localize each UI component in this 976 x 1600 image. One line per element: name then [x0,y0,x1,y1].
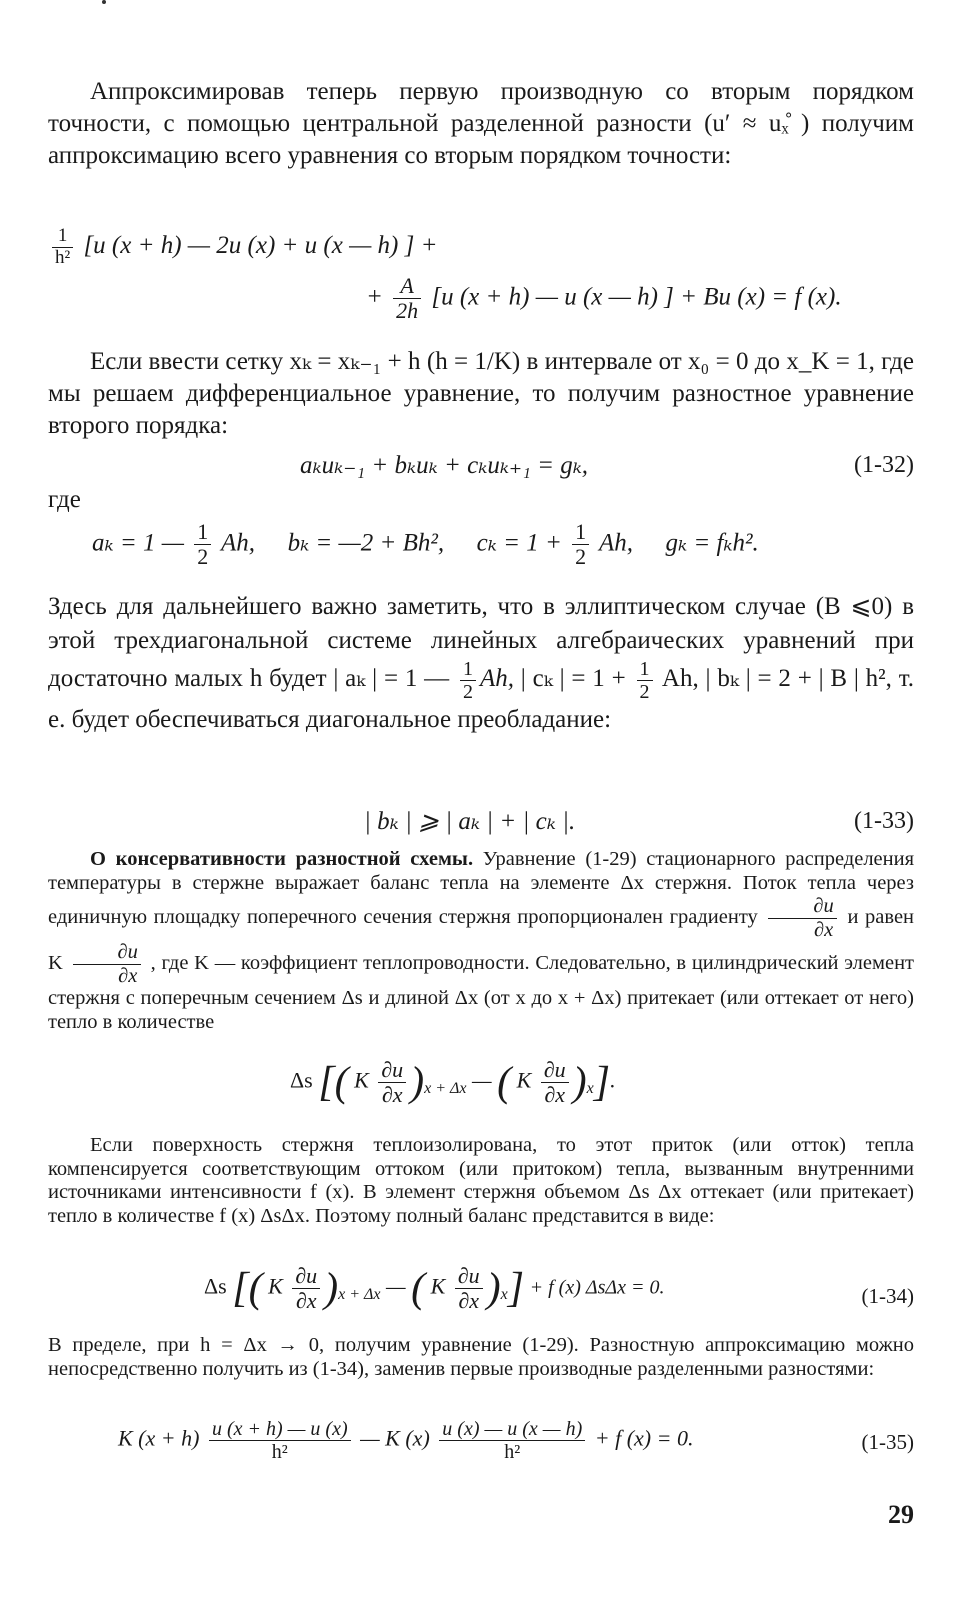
fraction-numerator: A [393,274,421,299]
paragraph-diagonal-dominance [48,590,914,737]
delta-s: Δs [204,1273,227,1299]
fraction-numerator: u (x) — u (x — h) [439,1418,585,1441]
text-segment: | cₖ | = 1 + [520,665,626,693]
equation-1-32: aₖuₖ₋₁ + bₖuₖ + cₖuₖ₊₁ = gₖ, [300,452,589,479]
fraction-denominator: 2 [575,544,587,570]
section-title: О консервативности разностной схемы. [90,848,474,870]
paragraph-limit: В пределе, при h = Δx → 0, получим уравнение (1-29). Разностную аппроксимацию можно непосредственно получить из (1-34), заменив первые производные разделенными разностями: [48,1334,914,1380]
equation-1-34: Δs [( K $\frac{\partial u}{\partial x}$ )$_{x + \Delta x}$ — ( K $\frac{\partial u}{\partial x}$ )$_x] + f$ (x) ΔsΔx = 0. [204,1263,665,1314]
equation-number-1-34: (1-34) [861,1284,914,1308]
coef-g: gₖ = fₖh². [665,529,759,557]
text-segment: , где K — коэффициент теплопроводности. Следовательно, в цилиндрический элемент стержня с поперечным сечением Δs и длиной Δx (от x до x + Δx) притекает (или оттекает от него) тепло в количестве [48,951,915,1033]
equation-number-1-33: (1-33) [854,808,914,834]
equation-heat-flux: Δs [( K $\frac{\partial u}{\partial x}$ )$_{x + \Delta x}$ — ( K $\frac{\partial u}{\partial x}$ )$_x$]. [290,1057,616,1108]
equation-number-1-32: (1-32) [854,452,914,478]
equation-coefficients [92,520,759,569]
fraction-numerator: 1 [572,520,589,545]
where-label: где [48,486,81,513]
coefficient-k: K [268,1273,283,1299]
fraction-denominator: ∂x [381,1082,403,1108]
fraction-denominator: 2 [462,681,473,703]
paragraph-insulation: Если поверхность стержня теплоизолирована, то этот приток (или отток) тепла компенсируется соответствующим оттоком (или притоком) тепла, вызванным внутренними источниками интенсивности f (x). В элемент стержня объемом Δs Δx оттекает (или притекает) тепло в количестве f (x) ΔsΔx. Поэтому полный баланс представится в виде: [48,1134,914,1227]
page-number: 29 [888,1500,914,1529]
equation-number-1-35: (1-35) [861,1430,914,1454]
fraction-numerator: 1 [52,226,73,248]
coefficient-k: K [516,1067,532,1093]
fraction-denominator: 2h [396,298,419,324]
fraction-numerator: ∂u [378,1058,406,1083]
text-segment: Здесь для дальнейшего важно заметить, что в эллиптическом случае (B ⩽0) в этой трехдиагональной системе линейных алгебраических уравнений при достаточно малых h будет | aₖ | = 1 — [48,593,914,693]
fraction-denominator: ∂x [295,1288,317,1314]
text-segment: Уравнение (1-29) стационарного распределения температуры в стержне выражает баланс тепла на элементе Δx стержня. Поток тепла через единичную площадку поперечного сечения стержня пропорционален градиенту [48,848,915,928]
fraction-denominator: ∂x [814,918,834,941]
text-segment: и равен K [48,905,915,974]
delta-s: Δs [290,1067,313,1093]
subscript: x [500,1286,508,1304]
subscript: x + Δx [338,1286,381,1304]
paragraph-approximation: Аппроксимировав теперь первую производную со вторым порядком точности, с помощью центральной разделенной разности (u′ ≈ uₓ̊ ) получим аппроксимацию всего уравнения со вторым порядком точности: [48,78,914,169]
fraction-denominator: ∂x [458,1288,480,1314]
fraction-numerator: 1 [460,658,476,681]
equation-approximation-line2 [366,274,842,323]
subscript: x + Δx [424,1080,467,1098]
equation-approximation-line1 [48,226,437,269]
fraction-numerator: ∂u [541,1058,569,1083]
fraction-denominator: ∂x [544,1082,566,1108]
subscript: x [586,1080,594,1098]
fraction-denominator: 2 [197,544,209,570]
coef-c: cₖ = 1 + [476,529,562,557]
coefficient-k: K [354,1067,369,1093]
fraction-denominator: h² [271,1441,288,1463]
plus-sign: + [366,283,383,311]
coefficient-k: K [430,1273,446,1299]
fraction-denominator: 2 [639,681,650,703]
paragraph-grid: Если ввести сетку xₖ = xₖ₋₁ + h (h = 1/K) в интервале от x₀ = 0 до x_K = 1, где мы решаем дифференциальное уравнение, то получим разностное уравнение второго порядка: [48,348,914,439]
text-segment: — K (x) [360,1425,430,1451]
text-segment: Ah, [479,665,514,693]
equation-text: [u (x + h) — 2u (x) + u (x — h) ] + [83,232,438,260]
equation-1-33: | bₖ | ⩾ | aₖ | + | cₖ |. [364,808,576,835]
text-segment: Ah, | bₖ | = 2 + | B | h², т. е. будет обеспечиваться диагональное преобладание: [48,665,915,733]
coef-b: bₖ = —2 + Bh², [287,529,445,557]
paragraph-conservativity [48,848,914,1034]
text-segment: + f (x) = 0. [594,1425,694,1451]
fraction-numerator: ∂u [73,941,141,965]
print-speck [102,0,106,4]
coef-a-tail: Ah, [221,529,256,557]
fraction-numerator: u (x + h) — u (x) [209,1418,351,1441]
equation-text: [u (x + h) — u (x — h) ] + Bu (x) = f (x). [431,283,842,311]
fraction-denominator: h² [55,246,71,268]
equation-tail: + f (x) ΔsΔx = 0. [529,1276,665,1299]
equation-1-35 [118,1418,693,1463]
text-segment: K (x + h) [118,1425,200,1451]
fraction-numerator: 1 [194,520,211,545]
fraction-denominator: ∂x [118,964,138,987]
fraction-numerator: 1 [637,658,653,681]
fraction-numerator: ∂u [768,895,836,919]
coef-c-tail: Ah, [598,529,633,557]
fraction-numerator: ∂u [292,1264,320,1289]
coef-a: aₖ = 1 — [92,529,184,557]
fraction-numerator: ∂u [455,1264,483,1289]
fraction-denominator: h² [504,1441,521,1463]
